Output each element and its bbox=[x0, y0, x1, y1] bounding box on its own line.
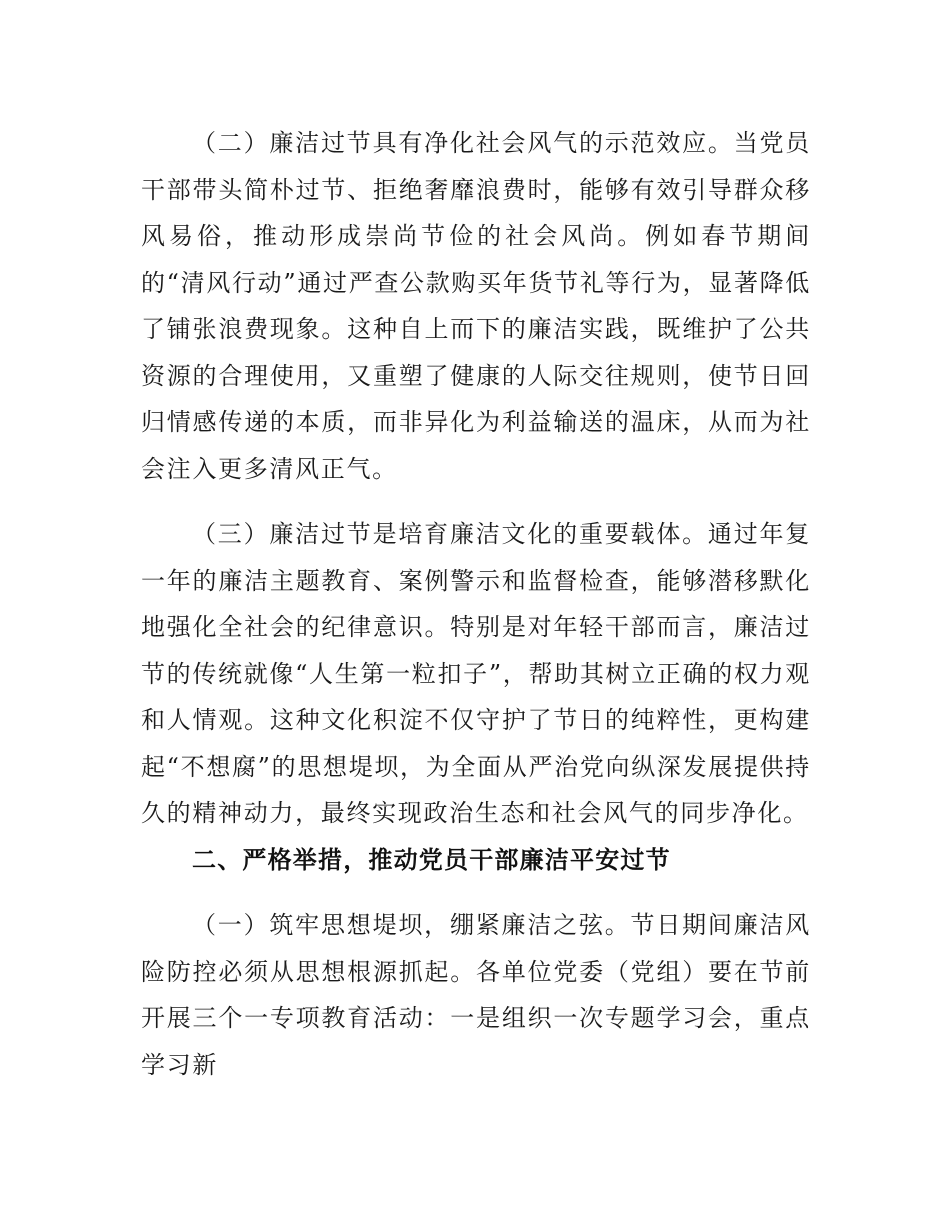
paragraph-section-2-1: （一）筑牢思想堤坝，绷紧廉洁之弦。节日期间廉洁风险防控必须从思想根源抓起。各单位党委（党组）要在节前开展三个一专项教育活动：一是组织一次专题学习会，重点学习新 bbox=[141, 911, 811, 1079]
paragraph-section-1-3: （三）廉洁过节是培育廉洁文化的重要载体。通过年复一年的廉洁主题教育、案例警示和监督检查，能够潜移默化地强化全社会的纪律意识。特别是对年轻干部而言，廉洁过节的传统就像“人生第一粒扣子”，帮助其树立正确的权力观和人情观。这种文化积淀不仅守护了节日的纯粹性，更构建起“不想腐”的思想堤坝，为全面从严治党向纵深发展提供持久的精神动力，最终实现政治生态和社会风气的同步净化。 bbox=[141, 520, 811, 827]
paragraph-section-1-2: （二）廉洁过节具有净化社会风气的示范效应。当党员干部带头简朴过节、拒绝奢靡浪费时，能够有效引导群众移风易俗，推动形成崇尚节俭的社会风尚。例如春节期间的“清风行动”通过严查公款购买年货节礼等行为，显著降低了铺张浪费现象。这种自上而下的廉洁实践，既维护了公共资源的合理使用，又重塑了健康的人际交往规则，使节日回归情感传递的本质，而非异化为利益输送的温床，从而为社会注入更多清风正气。 bbox=[141, 129, 811, 483]
section-heading-2: 二、严格举措，推动党员干部廉洁平安过节 bbox=[192, 845, 671, 874]
document-body bbox=[141, 120, 811, 1088]
